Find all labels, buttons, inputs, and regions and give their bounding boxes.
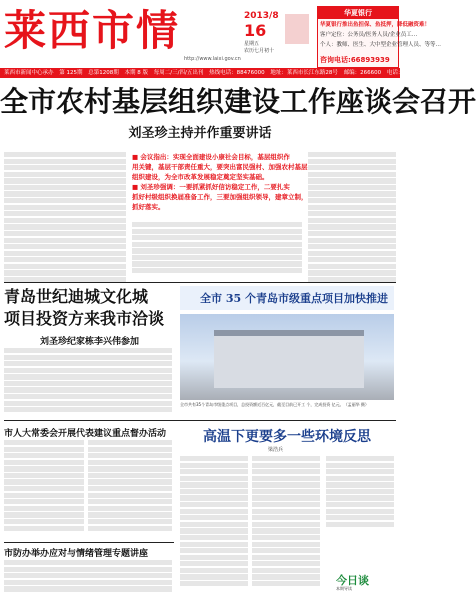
newspaper-logo: 莱西市情: [4, 6, 181, 55]
info-item: 热线电话：88476000: [209, 70, 265, 76]
highlight-line: 抓好落实。: [132, 203, 165, 211]
ad-line-1: 华夏银行推出鱼担保、鱼抵押，降低融资难！: [320, 22, 431, 28]
info-item: 总第1208期: [88, 70, 119, 76]
ad-line-2: 客户定位：公务员/医务人员/企业员工…: [320, 32, 418, 38]
emergency-story-body: [4, 560, 172, 598]
npc-story-title[interactable]: 市人大常委会开展代表建议重点督办活动: [4, 429, 167, 439]
culture-title-line-1: 青岛世纪迪城文化城: [4, 287, 149, 306]
lead-highlight-box: [132, 152, 308, 216]
today-column-sub: 本期导读: [336, 586, 352, 591]
environment-story-title[interactable]: 高温下更要多一些环境反思: [203, 429, 371, 445]
culture-story-subtitle: 刘圣珍纪家栋李兴伟参加: [40, 337, 140, 347]
ad-header: 华夏银行: [318, 7, 398, 19]
environment-body-1: [180, 456, 248, 596]
ad-phone-label: 咨询电话:: [320, 56, 351, 64]
info-item: 第 125期: [59, 70, 83, 76]
highlight-line: ■ 会议指出：实现全面建设小康社会目标，基层组织作: [132, 153, 290, 161]
site-url: http://www.laixi.gov.cn: [184, 56, 241, 62]
info-item: 每周二/三/四/五出刊: [153, 70, 204, 76]
ad-phone-number: 66893939: [350, 56, 390, 64]
ad-line-3: 个人：教师、医生、大中型企业管理人员、等等…: [320, 42, 442, 48]
section-divider: [4, 282, 396, 283]
bank-advertisement[interactable]: [317, 6, 442, 68]
culture-story-body: [4, 348, 172, 418]
publication-info-bar: [0, 68, 432, 78]
info-item: 莱西市新闻中心承办: [4, 70, 54, 76]
issue-lunar-date: 农历七月初十: [244, 48, 275, 54]
environment-author: 梁浩兵: [268, 447, 284, 453]
info-item: 邮编：266600: [343, 70, 382, 76]
npc-story-body-2: [88, 440, 172, 540]
lead-body-col-3: [308, 152, 396, 280]
issue-weekday: 星期五: [244, 41, 260, 47]
highlight-line: 用关键，基层干部责任重大，要突出富民强村、加强农村基层: [132, 163, 308, 171]
culture-title-line-2: 项目投资方来我市洽谈: [4, 309, 165, 328]
culture-story-title[interactable]: [4, 286, 164, 330]
projects-story-title[interactable]: 全市 35 个青岛市级重点项目加快推进: [200, 292, 388, 305]
emergency-story-title[interactable]: 市防办举办应对与情绪管理专题讲座: [4, 549, 149, 559]
photo-caption: 全市共有35个青岛市级重点项目，总投资额近百亿元，截至目前已开工 个，完成投资 亿元。（孟丽华 摄）: [180, 402, 369, 407]
building-shape: [214, 330, 364, 388]
lead-body-col-2: [132, 222, 302, 280]
highlight-line: 组织建设，为全市改革发展稳定奠定坚实基础。: [132, 173, 269, 181]
info-item: 地址：莱西市长江东路28号: [270, 70, 338, 76]
section-divider: [4, 542, 174, 543]
qr-code-icon: [285, 14, 309, 44]
issue-year-month: 2013/8: [244, 11, 279, 21]
issue-day: 16: [244, 21, 267, 40]
lead-body-col-1: [4, 152, 126, 280]
environment-body-2: [252, 456, 320, 596]
issue-date-box: [244, 10, 278, 55]
highlight-line: ■ 刘圣珍强调：一要抓紧抓好信访稳定工作，二要扎实: [132, 183, 290, 191]
info-item: 本期 8 版: [124, 70, 149, 76]
info-item: 电话：88476000: [386, 70, 432, 76]
highlight-line: 抓好村级组织换届准备工作，三要加强组织领导，建章立制，: [132, 193, 308, 201]
npc-story-body-1: [4, 440, 84, 540]
lead-headline[interactable]: 全市农村基层组织建设工作座谈会召开: [0, 85, 476, 118]
ad-phone: [320, 55, 390, 65]
lead-subhead: 刘圣珍主持并作重要讲话: [128, 126, 272, 141]
section-divider: [4, 420, 396, 421]
environment-body-3: [326, 456, 394, 536]
today-column-title[interactable]: 今日谈: [336, 574, 369, 587]
